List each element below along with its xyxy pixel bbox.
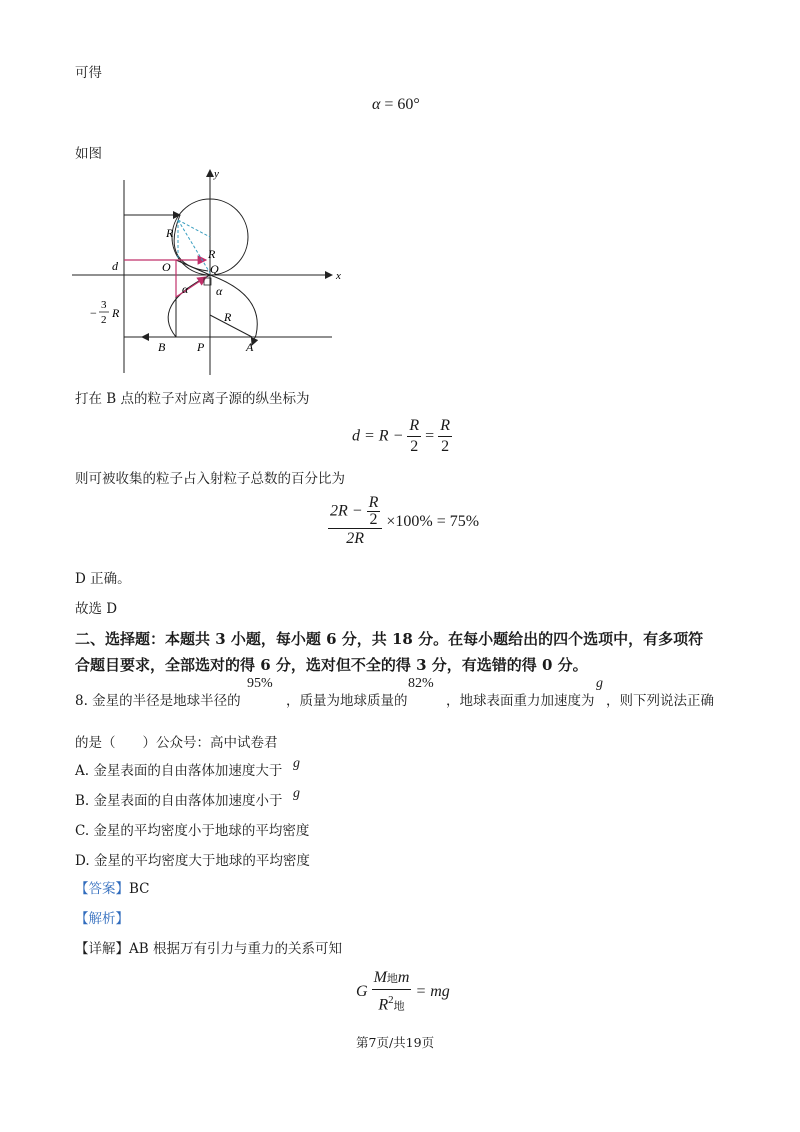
detail-tag: 【详解】 bbox=[75, 941, 129, 957]
option-d: D. 金星的平均密度大于地球的平均密度 bbox=[75, 853, 310, 869]
analysis-tag: 【解析】 bbox=[75, 911, 129, 927]
trajectory-figure bbox=[70, 165, 350, 380]
label-O1: O bbox=[162, 260, 171, 274]
text-d-correct: D 正确。 bbox=[75, 571, 131, 587]
text-kede: 可得 bbox=[75, 65, 102, 81]
label-R3: R bbox=[224, 310, 232, 324]
label-frac-num: 3 bbox=[101, 299, 107, 311]
label-P: P bbox=[197, 340, 205, 354]
label-Q: Q bbox=[210, 262, 219, 276]
equation-percent: 2R − $\frac{R}{2}$ 2R ×100% = 75% bbox=[330, 494, 480, 547]
q8-value-95: 95% bbox=[247, 676, 273, 691]
q8-text-a: 8. 金星的半径是地球半径的 bbox=[75, 693, 241, 709]
option-b-g: g bbox=[293, 786, 300, 801]
equation-gravity: G $\frac{\text{M地m}}{R^2地}$ = mg bbox=[356, 969, 450, 1014]
option-c: C. 金星的平均密度小于地球的平均密度 bbox=[75, 823, 310, 839]
q8-text-d: ，则下列说法正确 bbox=[606, 693, 714, 709]
label-d: d bbox=[112, 259, 118, 273]
option-b: B. 金星表面的自由落体加速度小于 bbox=[75, 793, 283, 809]
label-frac-den: 2 bbox=[101, 314, 107, 326]
q8-text-c: ，地球表面重力加速度为 bbox=[446, 693, 595, 709]
label-frac-R: R bbox=[112, 306, 120, 320]
answer-tag: 【答案】 bbox=[75, 881, 129, 897]
label-minus: − bbox=[90, 306, 97, 320]
q8-value-82: 82% bbox=[408, 676, 434, 691]
option-a: A. 金星表面的自由落体加速度大于 bbox=[75, 763, 283, 779]
q8-text-b: ，质量为地球质量的 bbox=[286, 693, 408, 709]
text-rutu: 如图 bbox=[75, 146, 102, 162]
text-b-point: 打在 B 点的粒子对应离子源的纵坐标为 bbox=[75, 391, 310, 407]
label-y: y bbox=[214, 168, 219, 180]
option-a-g: g bbox=[293, 756, 300, 771]
equation-d: d = R − $\frac{R}{2}$ = $\frac{R}{2}$ bbox=[352, 417, 450, 455]
text-choose-d: 故选 D bbox=[75, 601, 118, 617]
q8-text-line2: 的是（ ）公众号：高中试卷君 bbox=[75, 735, 278, 751]
detail-line bbox=[75, 940, 342, 958]
answer-value: BC bbox=[129, 881, 150, 897]
section2-heading-line2: 合题目要求，全部选对的得 6 分，选对但不全的得 3 分，有选错的得 0 分。 bbox=[75, 656, 588, 674]
label-B: B bbox=[158, 340, 166, 354]
q8-value-g: g bbox=[596, 676, 603, 691]
detail-text: AB 根据万有引力与重力的关系可知 bbox=[129, 941, 342, 957]
label-x: x bbox=[336, 270, 341, 282]
answer-line bbox=[75, 880, 150, 898]
text-percent-intro: 则可被收集的粒子占入射粒子总数的百分比为 bbox=[75, 471, 345, 487]
label-alpha2: α bbox=[216, 284, 223, 298]
label-A: A bbox=[246, 340, 254, 354]
page-footer: 第7页/共19页 bbox=[356, 1035, 435, 1050]
label-R1: R bbox=[166, 226, 174, 240]
label-R2: R bbox=[208, 247, 216, 261]
label-alpha1: α bbox=[182, 282, 189, 296]
section2-heading-line1: 二、选择题：本题共 3 小题，每小题 6 分，共 18 分。在每小题给出的四个选项中，有多项符 bbox=[75, 630, 704, 648]
equation-alpha: α = 60° bbox=[372, 96, 420, 113]
